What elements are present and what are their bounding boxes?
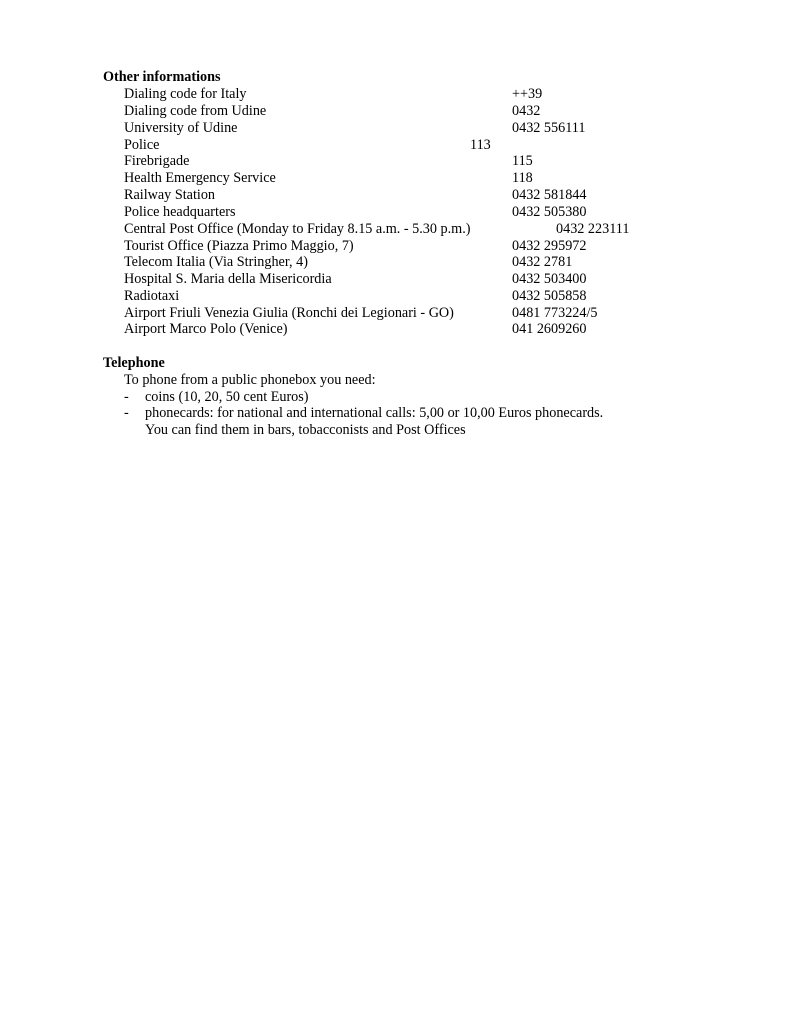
info-value: 0432 581844 — [512, 187, 587, 203]
info-label: University of Udine — [124, 120, 238, 136]
info-row-police — [124, 137, 684, 154]
info-label: Dialing code for Italy — [124, 86, 247, 102]
section-heading-telephone: Telephone — [103, 355, 165, 371]
info-value: 115 — [512, 153, 533, 169]
info-row-firebrigade — [124, 153, 684, 170]
info-row-hospital — [124, 271, 684, 288]
info-value: 041 2609260 — [512, 321, 587, 337]
info-value: 0432 503400 — [512, 271, 587, 287]
info-value: 0432 2781 — [512, 254, 573, 270]
info-row-dialing-italy — [124, 86, 684, 103]
info-row-post-office — [124, 221, 684, 238]
info-label: Radiotaxi — [124, 288, 180, 304]
info-row-dialing-udine — [124, 103, 684, 120]
info-value: 0432 556111 — [512, 120, 586, 136]
info-row-tourist-office — [124, 238, 684, 255]
bullet-dash: - — [124, 389, 129, 405]
info-label: Airport Friuli Venezia Giulia (Ronchi dei Legionari - GO) — [124, 305, 454, 321]
info-label: Firebrigade — [124, 153, 190, 169]
info-label: Dialing code from Udine — [124, 103, 267, 119]
info-row-airport-fvg — [124, 305, 684, 322]
info-label: Tourist Office (Piazza Primo Maggio, 7) — [124, 238, 354, 254]
info-value: ++39 — [512, 86, 543, 102]
info-label: Telecom Italia (Via Stringher, 4) — [124, 254, 308, 270]
bullet-item-phonecards: phonecards: for national and international calls: 5,00 or 10,00 Euros phonecards. — [145, 405, 604, 421]
info-row-railway — [124, 187, 684, 204]
info-label: Railway Station — [124, 187, 216, 203]
info-value: 0432 505380 — [512, 204, 587, 220]
info-value: 0432 223111 — [556, 221, 630, 237]
info-value: 0481 773224/5 — [512, 305, 598, 321]
info-row-airport-venice — [124, 321, 684, 338]
info-row-telecom — [124, 254, 684, 271]
info-label: Police headquarters — [124, 204, 236, 220]
info-value: 0432 295972 — [512, 238, 587, 254]
info-row-university — [124, 120, 684, 137]
info-label: Airport Marco Polo (Venice) — [124, 321, 288, 337]
telephone-intro: To phone from a public phonebox you need: — [124, 372, 376, 388]
info-value: 0432 505858 — [512, 288, 587, 304]
info-label: Central Post Office (Monday to Friday 8.15 a.m. - 5.30 p.m.) — [124, 221, 471, 237]
info-value: 113 — [470, 137, 491, 153]
info-label: Health Emergency Service — [124, 170, 276, 186]
info-label: Hospital S. Maria della Misericordia — [124, 271, 332, 287]
section-heading-other-informations: Other informations — [103, 69, 221, 85]
info-label: Police — [124, 137, 160, 153]
info-value: 118 — [512, 170, 533, 186]
info-row-radiotaxi — [124, 288, 684, 305]
bullet-item-coins: coins (10, 20, 50 cent Euros) — [145, 389, 309, 405]
info-row-police-hq — [124, 204, 684, 221]
bullet-dash: - — [124, 405, 129, 421]
bullet-continuation: You can find them in bars, tobacconists and Post Offices — [145, 422, 466, 438]
info-value: 0432 — [512, 103, 541, 119]
info-row-health-emergency — [124, 170, 684, 187]
